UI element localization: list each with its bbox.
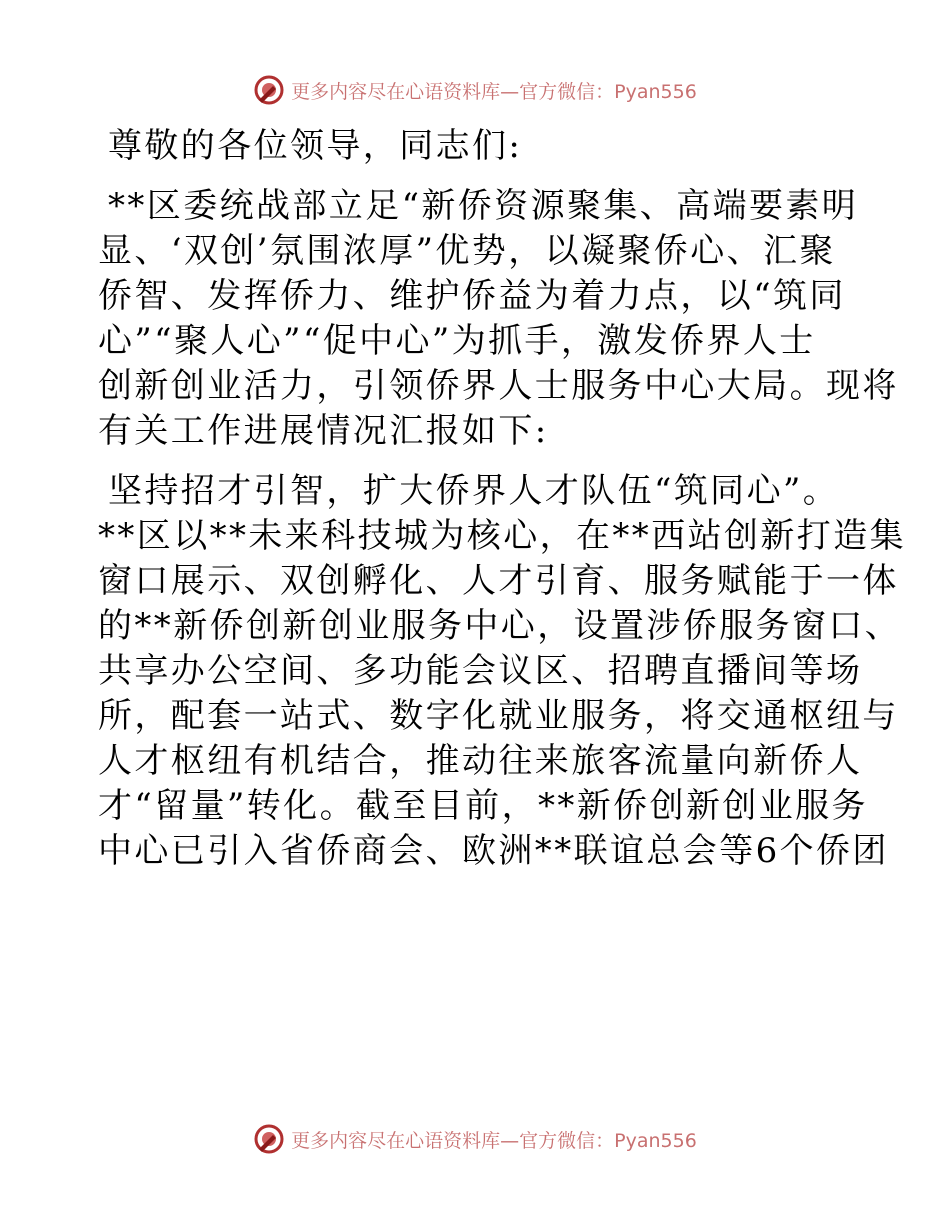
text-line: 中心已引入省侨商会、欧洲**联谊总会等6个侨团 <box>98 831 889 871</box>
text-line: 才“留量”转化。截至目前，**新侨创新创业服务 <box>98 786 868 826</box>
text-line: 所，配套一站式、数字化就业服务，将交通枢纽与 <box>98 696 899 736</box>
text-line: 共享办公空间、多功能会议区、招聘直播间等场 <box>98 651 863 691</box>
paragraph-intro <box>98 184 899 454</box>
text-line: 的**新侨创新创业服务中心，设置涉侨服务窗口、 <box>98 606 902 646</box>
text-line: 人才枢纽有机结合，推动往来旅客流量向新侨人 <box>98 741 863 781</box>
text-line: 创新创业活力，引领侨界人士服务中心大局。现将 <box>98 366 899 406</box>
text-line: 显、‘双创’氛围浓厚”优势，以凝聚侨心、汇聚 <box>98 231 836 271</box>
paragraph-talent <box>98 469 906 874</box>
text-line: **区以**未来科技城为核心，在**西站创新打造集 <box>98 516 906 556</box>
text-line: 窗口展示、双创孵化、人才引育、服务赋能于一体 <box>98 561 899 601</box>
text-line: 侨智、发挥侨力、维护侨益为着力点，以“筑同 <box>98 276 846 316</box>
logo-icon <box>253 1123 285 1155</box>
text-line: 坚持招才引智，扩大侨界人才队伍“筑同心”。 <box>108 471 840 511</box>
logo-icon <box>253 74 285 106</box>
text-line: 心”“聚人心”“促中心”为抓手，激发侨界人士 <box>98 321 816 361</box>
text-line: 尊敬的各位领导，同志们: <box>108 126 523 166</box>
text-line: **区委统战部立足“新侨资源聚集、高端要素明 <box>108 186 859 226</box>
watermark-text: 更多内容尽在心语资料库—官方微信：Pyan556 <box>291 1129 697 1152</box>
paragraph-greeting <box>98 124 850 169</box>
footer-watermark-banner <box>0 1119 950 1159</box>
text-line: 有关工作进展情况汇报如下: <box>98 411 549 451</box>
document-body <box>98 124 906 874</box>
watermark-text: 更多内容尽在心语资料库—官方微信：Pyan556 <box>291 80 697 103</box>
header-watermark-banner <box>0 70 950 110</box>
